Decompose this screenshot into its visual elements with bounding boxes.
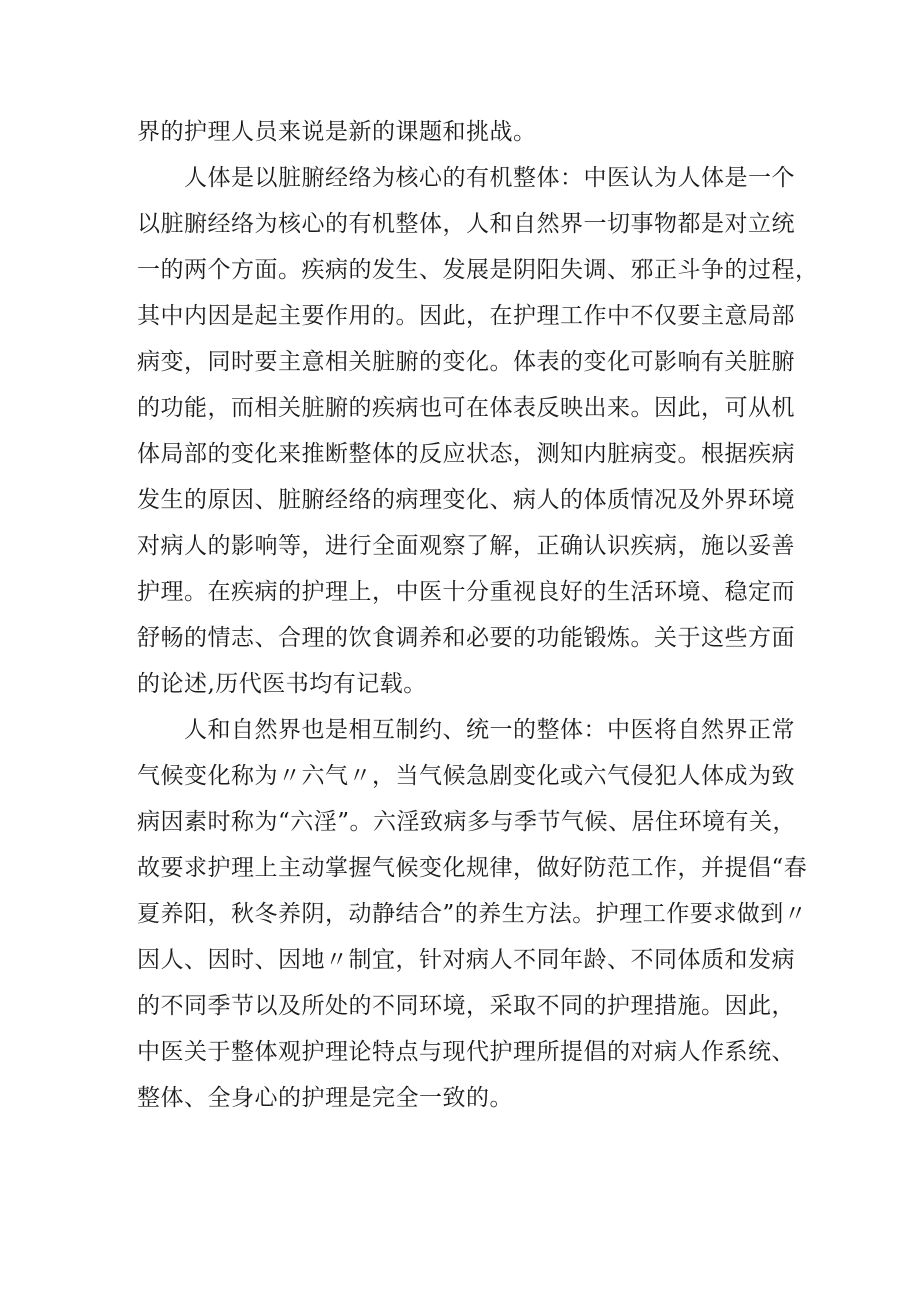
document-body (137, 109, 819, 1121)
text-line: 的论述,历代医书均有记载。 (137, 671, 427, 697)
text-line: 界的护理人员来说是新的课题和挑战。 (137, 119, 537, 145)
paragraph-2 (137, 155, 819, 707)
text-line: 故要求护理上主动掌握气候变化规律，做好防范工作，并提倡“春 (137, 855, 808, 881)
text-line: 整体、全身心的护理是完全一致的。 (137, 1085, 513, 1111)
text-line: 以脏腑经络为核心的有机整体，人和自然界一切事物都是对立统 (137, 211, 795, 237)
text-line: 体局部的变化来推断整体的反应状态，测知内脏病变。根据疾病 (137, 441, 795, 467)
text-line: 病因素时称为“六淫”。六淫致病多与季节气候、居住环境有关， (137, 809, 797, 835)
paragraph-1 (137, 109, 807, 155)
text-line: 中医关于整体观护理论特点与现代护理所提倡的对病人作系统、 (137, 1039, 795, 1065)
text-line: 夏养阳，秋冬养阴，动静结合”的养生方法。护理工作要求做到〃 (137, 901, 808, 927)
paragraph-3 (137, 707, 807, 1121)
text-line: 其中内因是起主要作用的。因此，在护理工作中不仅要主意局部 (137, 303, 795, 329)
text-line: 对病人的影响等，进行全面观察了解，正确认识疾病，施以妥善 (137, 533, 795, 559)
text-line: 舒畅的情志、合理的饮食调养和必要的功能锻炼。关于这些方面 (137, 625, 795, 651)
text-line: 气候变化称为〃六气〃，当气候急剧变化或六气侵犯人体成为致 (137, 763, 795, 789)
text-line: 因人、因时、因地〃制宜，针对病人不同年龄、不同体质和发病 (137, 947, 795, 973)
text-line: 一的两个方面。疾病的发生、发展是阴阳失调、邪正斗争的过程， (137, 257, 819, 283)
text-line: 的功能，而相关脏腑的疾病也可在体表反映出来。因此，可从机 (137, 395, 795, 421)
text-line: 人和自然界也是相互制约、统一的整体：中医将自然界正常 (184, 717, 795, 743)
text-line: 人体是以脏腑经络为核心的有机整体：中医认为人体是一个 (184, 165, 795, 191)
text-line: 病变，同时要主意相关脏腑的变化。体表的变化可影响有关脏腑 (137, 349, 795, 375)
text-line: 护理。在疾病的护理上，中医十分重视良好的生活环境、稳定而 (137, 579, 795, 605)
text-line: 发生的原因、脏腑经络的病理变化、病人的体质情况及外界环境 (137, 487, 795, 513)
text-line: 的不同季节以及所处的不同环境，采取不同的护理措施。因此， (137, 993, 795, 1019)
